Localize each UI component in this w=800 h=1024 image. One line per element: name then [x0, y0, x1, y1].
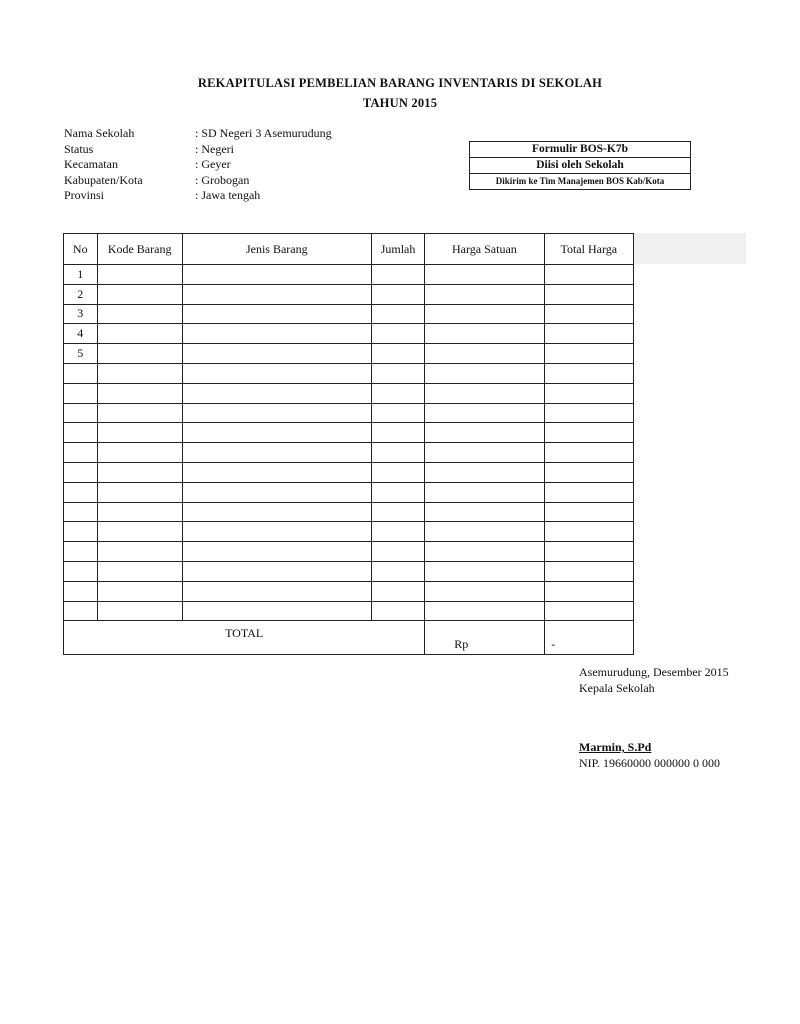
cell-total-price	[544, 344, 633, 364]
col-header-no: No	[64, 234, 98, 265]
cell-unit-price	[425, 522, 544, 542]
table-row	[64, 561, 634, 581]
cell-quantity	[371, 542, 425, 562]
cell-no	[64, 383, 98, 403]
cell-no: 3	[64, 304, 98, 324]
cell-quantity	[371, 581, 425, 601]
cell-quantity	[371, 522, 425, 542]
cell-quantity	[371, 324, 425, 344]
info-label: Nama Sekolah	[64, 126, 135, 140]
cell-unit-price	[425, 423, 544, 443]
cell-unit-price	[425, 383, 544, 403]
cell-item	[182, 581, 371, 601]
col-header-quantity: Jumlah	[371, 234, 425, 265]
cell-item	[182, 601, 371, 621]
cell-code	[97, 601, 182, 621]
cell-no: 5	[64, 344, 98, 364]
cell-code	[97, 522, 182, 542]
total-currency: Rp	[454, 636, 469, 651]
info-label: Kecamatan	[64, 157, 118, 171]
cell-quantity	[371, 502, 425, 522]
cell-item	[182, 304, 371, 324]
table-row	[64, 581, 634, 601]
cell-unit-price	[425, 403, 544, 423]
cell-no	[64, 363, 98, 383]
cell-no	[64, 601, 98, 621]
col-header-unit-price: Harga Satuan	[425, 234, 544, 265]
info-label: Provinsi	[64, 188, 105, 202]
form-send-line: Dikirim ke Tim Manajemen BOS Kab/Kota	[495, 176, 665, 186]
cell-code	[97, 324, 182, 344]
cell-no	[64, 403, 98, 423]
cell-unit-price	[425, 443, 544, 463]
table-row	[64, 304, 634, 324]
cell-total-price	[544, 601, 633, 621]
cell-item	[182, 522, 371, 542]
table-row	[64, 522, 634, 542]
cell-unit-price	[425, 542, 544, 562]
inventory-table	[63, 233, 634, 655]
total-unit-cell	[425, 621, 556, 655]
cell-total-price	[544, 482, 633, 502]
cell-code	[97, 502, 182, 522]
cell-total-price	[544, 561, 633, 581]
table-row	[64, 265, 634, 285]
cell-quantity	[371, 403, 425, 423]
cell-quantity	[371, 304, 425, 324]
cell-unit-price	[425, 561, 544, 581]
cell-code	[97, 344, 182, 364]
header-gray-band	[634, 233, 746, 264]
total-price-cell	[544, 621, 633, 655]
signature-position: Kepala Sekolah	[579, 681, 655, 695]
cell-item	[182, 383, 371, 403]
cell-code	[97, 542, 182, 562]
cell-total-price	[544, 383, 633, 403]
cell-code	[97, 383, 182, 403]
document-title: REKAPITULASI PEMBELIAN BARANG INVENTARIS DI SEKOLAH	[197, 76, 603, 90]
cell-total-price	[544, 443, 633, 463]
info-value: : Jawa tengah	[195, 188, 261, 202]
total-label: TOTAL	[64, 621, 425, 655]
cell-no: 1	[64, 265, 98, 285]
cell-item	[182, 403, 371, 423]
cell-item	[182, 482, 371, 502]
cell-unit-price	[425, 502, 544, 522]
cell-code	[97, 443, 182, 463]
cell-item	[182, 284, 371, 304]
cell-total-price	[544, 324, 633, 344]
cell-total-price	[544, 403, 633, 423]
cell-code	[97, 363, 182, 383]
cell-item	[182, 265, 371, 285]
table-row	[64, 344, 634, 364]
cell-quantity	[371, 265, 425, 285]
table-row	[64, 482, 634, 502]
cell-total-price	[544, 304, 633, 324]
cell-item	[182, 423, 371, 443]
cell-code	[97, 403, 182, 423]
table-row	[64, 383, 634, 403]
cell-total-price	[544, 423, 633, 443]
cell-no	[64, 482, 98, 502]
cell-no: 2	[64, 284, 98, 304]
info-value: : Grobogan	[195, 172, 250, 187]
cell-quantity	[371, 423, 425, 443]
cell-unit-price	[425, 482, 544, 502]
signature-nip: NIP. 19660000 000000 0 000	[579, 756, 721, 770]
cell-total-price	[544, 363, 633, 383]
cell-total-price	[544, 284, 633, 304]
cell-unit-price	[425, 265, 544, 285]
cell-item	[182, 363, 371, 383]
cell-total-price	[544, 462, 633, 482]
cell-no	[64, 502, 98, 522]
table-row	[64, 284, 634, 304]
cell-unit-price	[425, 284, 544, 304]
cell-quantity	[371, 363, 425, 383]
table-row	[64, 403, 634, 423]
cell-unit-price	[425, 581, 544, 601]
cell-no	[64, 542, 98, 562]
table-row	[64, 502, 634, 522]
cell-unit-price	[425, 462, 544, 482]
info-label: Kabupaten/Kota	[64, 172, 143, 187]
table-row	[64, 324, 634, 344]
cell-unit-price	[425, 324, 544, 344]
cell-item	[182, 443, 371, 463]
cell-quantity	[371, 482, 425, 502]
info-value: : Negeri	[195, 141, 234, 156]
info-label: Status	[64, 141, 94, 156]
table-header-row	[64, 234, 634, 265]
signature-name: Marmin, S.Pd	[579, 740, 652, 754]
cell-total-price	[544, 581, 633, 601]
info-value: : Geyer	[195, 157, 231, 171]
cell-no	[64, 423, 98, 443]
table-row	[64, 443, 634, 463]
table-row	[64, 462, 634, 482]
cell-item	[182, 502, 371, 522]
table-row	[64, 363, 634, 383]
cell-quantity	[371, 601, 425, 621]
cell-code	[97, 482, 182, 502]
cell-unit-price	[425, 304, 544, 324]
signature-place-date: Asemurudung, Desember 2015	[579, 665, 729, 679]
cell-no	[64, 462, 98, 482]
table-row	[64, 542, 634, 562]
col-header-item: Jenis Barang	[182, 234, 371, 265]
cell-code	[97, 423, 182, 443]
cell-total-price	[544, 502, 633, 522]
cell-code	[97, 561, 182, 581]
cell-unit-price	[425, 363, 544, 383]
table-row	[64, 423, 634, 443]
col-header-total-price: Total Harga	[544, 234, 633, 265]
cell-unit-price	[425, 344, 544, 364]
cell-no	[64, 581, 98, 601]
cell-quantity	[371, 344, 425, 364]
total-value: -	[551, 636, 556, 651]
col-header-code: Kode Barang	[97, 234, 182, 265]
cell-item	[182, 344, 371, 364]
cell-total-price	[544, 265, 633, 285]
cell-quantity	[371, 284, 425, 304]
cell-no	[64, 522, 98, 542]
document-year: TAHUN 2015	[362, 96, 438, 110]
cell-item	[182, 561, 371, 581]
cell-code	[97, 265, 182, 285]
cell-code	[97, 581, 182, 601]
cell-no	[64, 443, 98, 463]
table-total-row	[64, 621, 634, 655]
table-row	[64, 601, 634, 621]
cell-code	[97, 462, 182, 482]
cell-item	[182, 462, 371, 482]
cell-no	[64, 561, 98, 581]
cell-quantity	[371, 462, 425, 482]
cell-quantity	[371, 383, 425, 403]
cell-item	[182, 324, 371, 344]
info-value: : SD Negeri 3 Asemurudung	[195, 126, 332, 140]
cell-unit-price	[425, 601, 544, 621]
form-code-line: Formulir BOS-K7b	[470, 142, 690, 158]
form-fill-line: Diisi oleh Sekolah	[470, 158, 690, 174]
cell-quantity	[371, 443, 425, 463]
cell-item	[182, 542, 371, 562]
form-code-box	[469, 141, 691, 190]
cell-code	[97, 304, 182, 324]
cell-total-price	[544, 522, 633, 542]
cell-no: 4	[64, 324, 98, 344]
cell-total-price	[544, 542, 633, 562]
cell-code	[97, 284, 182, 304]
cell-quantity	[371, 561, 425, 581]
